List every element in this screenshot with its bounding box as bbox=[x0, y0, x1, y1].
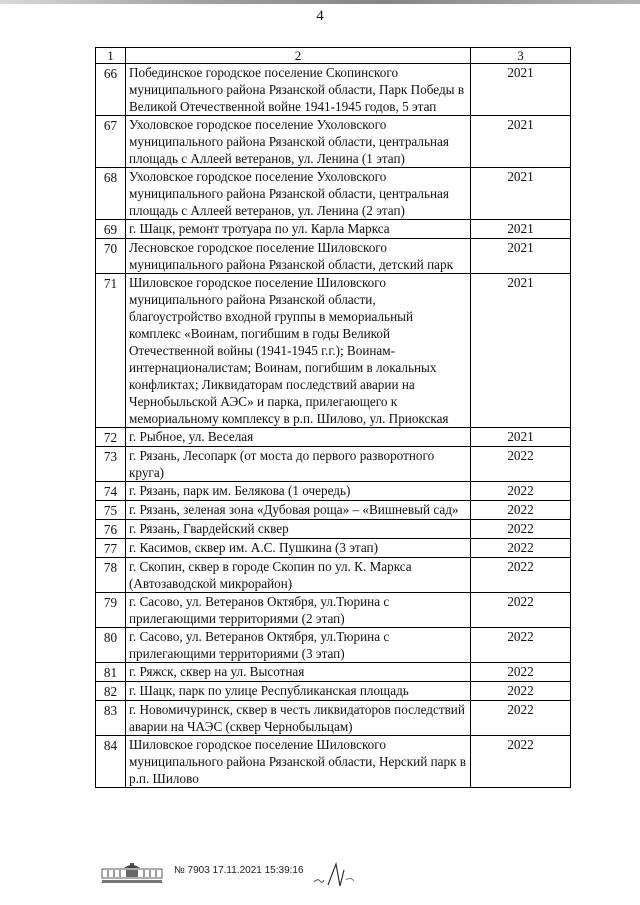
row-description: г. Скопин, сквер в городе Скопин по ул. К. Маркса (Автозаводской микрорайон) bbox=[126, 558, 471, 593]
row-number: 68 bbox=[96, 168, 126, 220]
row-number: 71 bbox=[96, 274, 126, 428]
table-row bbox=[96, 558, 571, 593]
row-number: 74 bbox=[96, 482, 126, 501]
row-year: 2021 bbox=[471, 64, 571, 116]
table-row bbox=[96, 593, 571, 628]
row-year: 2021 bbox=[471, 220, 571, 239]
table-row bbox=[96, 447, 571, 482]
row-description: Лесновское городское поселение Шиловского муниципального района Рязанской области, детский парк bbox=[126, 239, 471, 274]
table-row bbox=[96, 663, 571, 682]
table-row bbox=[96, 274, 571, 428]
row-description: г. Сасово, ул. Ветеранов Октября, ул.Тюрина с прилегающими территориями (3 этап) bbox=[126, 628, 471, 663]
row-year: 2022 bbox=[471, 558, 571, 593]
table-row bbox=[96, 628, 571, 663]
table-row bbox=[96, 428, 571, 447]
row-number: 80 bbox=[96, 628, 126, 663]
row-number: 73 bbox=[96, 447, 126, 482]
row-description: г. Рязань, Лесопарк (от моста до первого разворотного круга) bbox=[126, 447, 471, 482]
row-year: 2022 bbox=[471, 628, 571, 663]
row-description: г. Шацк, ремонт тротуара по ул. Карла Маркса bbox=[126, 220, 471, 239]
row-number: 75 bbox=[96, 501, 126, 520]
row-year: 2022 bbox=[471, 593, 571, 628]
row-description: Шиловское городское поселение Шиловского муниципального района Рязанской области, благоустройство входной группы в мемориальный комплекс «Воинам, погибшим в годы Великой Отечественной войны (1941-1945 г.г.); Воинам-интернационалистам; Воинам, погибшим в локальных конфликтах; Ликвидаторам последствий аварии на Чернобыльской АЭС» и парка, прилегающего к мемориальному комплексу в р.п. Шилово, ул. Приокская bbox=[126, 274, 471, 428]
row-year: 2021 bbox=[471, 116, 571, 168]
registration-number: № 7903 17.11.2021 15:39:16 bbox=[174, 865, 304, 876]
table-row bbox=[96, 736, 571, 788]
table-row bbox=[96, 501, 571, 520]
row-description: Шиловское городское поселение Шиловского муниципального района Рязанской области, Нерский парк в р.п. Шилово bbox=[126, 736, 471, 788]
row-year: 2022 bbox=[471, 682, 571, 701]
row-description: г. Шацк, парк по улице Республиканская площадь bbox=[126, 682, 471, 701]
row-description: г. Рязань, парк им. Белякова (1 очередь) bbox=[126, 482, 471, 501]
row-year: 2022 bbox=[471, 663, 571, 682]
row-year: 2022 bbox=[471, 701, 571, 736]
row-year: 2022 bbox=[471, 736, 571, 788]
column-header: 2 bbox=[126, 48, 471, 64]
row-number: 83 bbox=[96, 701, 126, 736]
row-year: 2022 bbox=[471, 482, 571, 501]
row-description: Ухоловское городское поселение Ухоловского муниципального района Рязанской области, центральная площадь с Аллеей ветеранов, ул. Ленина (2 этап) bbox=[126, 168, 471, 220]
row-year: 2022 bbox=[471, 501, 571, 520]
row-description: Побединское городское поселение Скопинского муниципального района Рязанской области, Парк Победы в Великой Отечественной войне 1941-1945 годов, 5 этап bbox=[126, 64, 471, 116]
table-row bbox=[96, 220, 571, 239]
column-header: 3 bbox=[471, 48, 571, 64]
row-description: г. Рязань, зеленая зона «Дубовая роща» – «Вишневый сад» bbox=[126, 501, 471, 520]
row-year: 2022 bbox=[471, 539, 571, 558]
table-row bbox=[96, 168, 571, 220]
row-number: 69 bbox=[96, 220, 126, 239]
table-header-row bbox=[96, 48, 571, 64]
row-number: 82 bbox=[96, 682, 126, 701]
government-building-stamp-icon bbox=[100, 862, 164, 884]
projects-table bbox=[95, 47, 571, 788]
table-row bbox=[96, 64, 571, 116]
row-description: г. Рязань, Гвардейский сквер bbox=[126, 520, 471, 539]
row-year: 2022 bbox=[471, 520, 571, 539]
table-row bbox=[96, 116, 571, 168]
row-year: 2022 bbox=[471, 447, 571, 482]
table-row bbox=[96, 239, 571, 274]
table-row bbox=[96, 539, 571, 558]
table-row bbox=[96, 520, 571, 539]
row-number: 81 bbox=[96, 663, 126, 682]
row-description: г. Сасово, ул. Ветеранов Октября, ул.Тюрина с прилегающими территориями (2 этап) bbox=[126, 593, 471, 628]
row-number: 84 bbox=[96, 736, 126, 788]
column-header: 1 bbox=[96, 48, 126, 64]
scan-top-edge bbox=[0, 0, 640, 4]
row-number: 72 bbox=[96, 428, 126, 447]
row-number: 78 bbox=[96, 558, 126, 593]
table-row bbox=[96, 482, 571, 501]
row-description: г. Новомичуринск, сквер в честь ликвидаторов последствий аварии на ЧАЭС (сквер Чернобыльцам) bbox=[126, 701, 471, 736]
row-year: 2021 bbox=[471, 239, 571, 274]
row-description: г. Рыбное, ул. Веселая bbox=[126, 428, 471, 447]
row-year: 2021 bbox=[471, 168, 571, 220]
row-number: 67 bbox=[96, 116, 126, 168]
row-number: 79 bbox=[96, 593, 126, 628]
row-number: 77 bbox=[96, 539, 126, 558]
table-row bbox=[96, 682, 571, 701]
page-number: 4 bbox=[316, 8, 324, 24]
row-description: г. Ряжск, сквер на ул. Высотная bbox=[126, 663, 471, 682]
row-number: 76 bbox=[96, 520, 126, 539]
row-description: г. Касимов, сквер им. А.С. Пушкина (3 этап) bbox=[126, 539, 471, 558]
row-year: 2021 bbox=[471, 428, 571, 447]
table-row bbox=[96, 701, 571, 736]
row-description: Ухоловское городское поселение Ухоловского муниципального района Рязанской области, центральная площадь с Аллеей ветеранов, ул. Ленина (1 этап) bbox=[126, 116, 471, 168]
handwritten-mark-icon bbox=[310, 860, 360, 888]
row-year: 2021 bbox=[471, 274, 571, 428]
row-number: 70 bbox=[96, 239, 126, 274]
row-number: 66 bbox=[96, 64, 126, 116]
